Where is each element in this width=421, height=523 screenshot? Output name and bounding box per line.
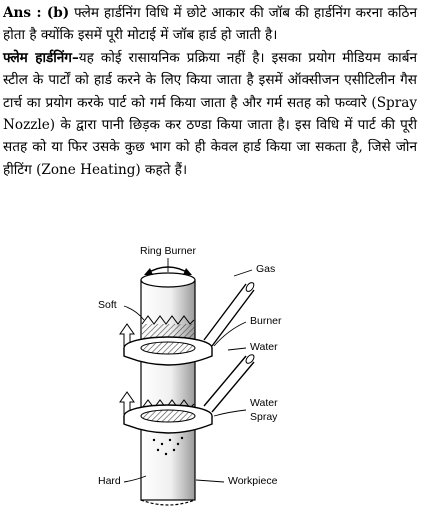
flame-hardening-diagram (96, 244, 326, 520)
ring-burner (124, 337, 212, 365)
answer-label: Ans : (b) (3, 5, 70, 21)
gas-pipe (204, 281, 255, 346)
definition-text: यह कोई रासायनिक प्रक्रिया नहीं है। इसका प्रयोग मीडियम कार्बन स्टील के पार्टों को हार्ड करने के लिए किया जाता है इसमें ऑक्सीजन एसीटिलीन गैस टार्च का प्रयोग करके पार्ट को गर्म किया जाता है और गर्म सतह को फव्वारे (Spray Nozzle) के द्वारा पानी छिड़क कर ठण्डा किया जाता है। इस विधि में पार्ट की पूरी सतह को या फिर उसके कुछ भाग को ही केवल हार्ड किया जा सकता है, जिसे जोन हीटिंग (Zone Heating) कहते हैं। (3, 49, 417, 178)
label-gas: Gas (256, 263, 276, 275)
label-workpiece: Workpiece (228, 475, 278, 487)
text-content (3, 2, 417, 181)
label-water-spray-line2: Spray (250, 411, 278, 423)
label-burner: Burner (250, 315, 282, 327)
answer-text: फ्लेम हार्डनिंग विधि में छोटे आकार की जॉब की हार्डनिंग करना कठिन होता है क्योंकि इसमें पूरी मोटाई में जॉब हार्ड हो जाती है। (3, 5, 417, 44)
water-spray-ring (124, 405, 212, 433)
label-ring-burner: Ring Burner (139, 245, 197, 257)
workpiece-cylinder (141, 273, 195, 505)
label-water: Water (250, 341, 278, 353)
water-pipe (204, 353, 256, 412)
definition-term: फ्लेम हार्डनिंग– (3, 49, 79, 66)
label-hard: Hard (98, 475, 121, 487)
label-soft: Soft (98, 299, 117, 311)
label-water-spray-line1: Water (250, 397, 278, 409)
definition-paragraph (3, 47, 417, 181)
answer-paragraph (3, 2, 417, 47)
